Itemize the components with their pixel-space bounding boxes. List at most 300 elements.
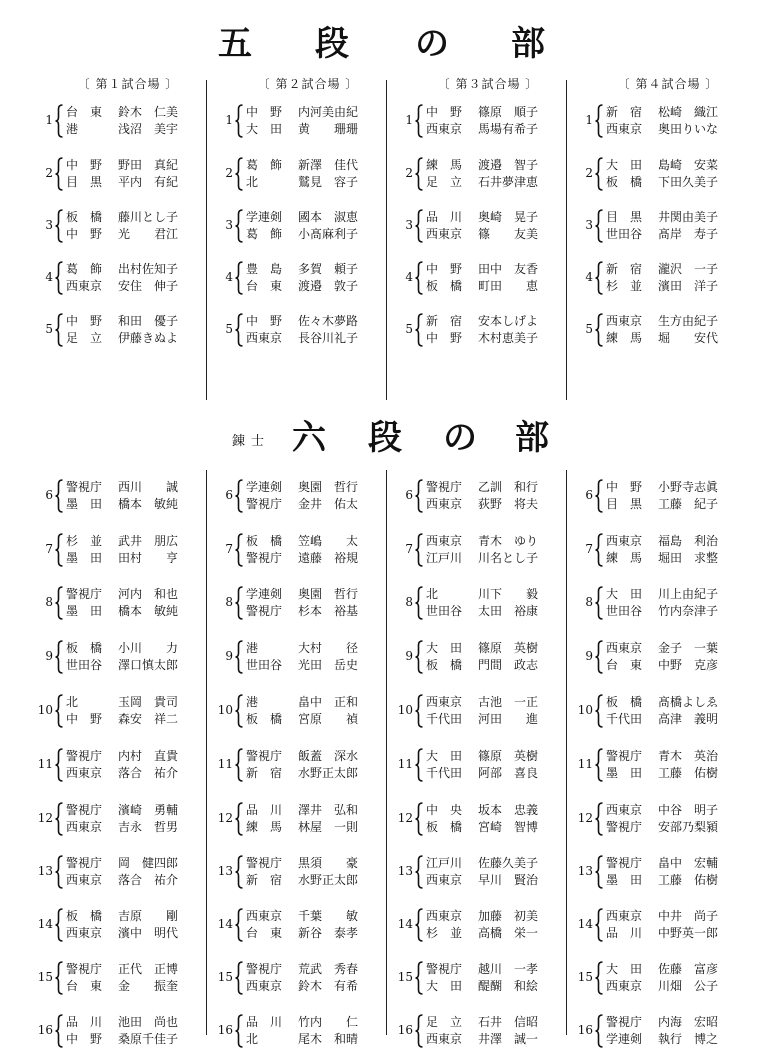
player-prefecture: 西東京 [426, 873, 463, 887]
player-prefecture: 警視庁 [606, 749, 643, 763]
player-prefecture: 江戸川 [426, 551, 463, 565]
player-prefecture: 千代田 [426, 712, 463, 726]
brace-icon [235, 261, 243, 295]
match-block [576, 961, 746, 995]
player-name: 橋本 敏純 [118, 497, 179, 511]
player-name: 篠原 順子 [478, 105, 539, 119]
player-prefecture: 新 宿 [606, 105, 643, 119]
player-name: 瀧沢 一子 [658, 262, 719, 276]
player-name: 玉岡 貴司 [118, 695, 179, 709]
player-name: 堀 安代 [658, 331, 719, 345]
brace-icon [235, 802, 243, 836]
player-name: 大村 径 [298, 641, 359, 655]
match-number: 10 [577, 703, 593, 717]
player-name: 黄 珊珊 [298, 122, 359, 136]
match-number: 7 [585, 542, 593, 556]
player-prefecture: 中 野 [66, 1032, 103, 1046]
player-prefecture: 警視庁 [606, 856, 643, 870]
player-prefecture: 世田谷 [426, 604, 463, 618]
player-name: 吉永 哲男 [118, 820, 179, 834]
player-name: 金井 佑太 [298, 497, 359, 511]
match-number: 7 [405, 542, 413, 556]
player-prefecture: 板 橋 [606, 695, 643, 709]
match-number: 4 [225, 270, 233, 284]
player-name: 古池 一正 [478, 695, 539, 709]
match-number: 5 [45, 322, 53, 336]
player-name: 藤川とし子 [118, 210, 179, 224]
player-prefecture: 西東京 [246, 979, 283, 993]
brace-icon [595, 209, 603, 243]
player-name: 下田久美子 [658, 175, 719, 189]
match-block [36, 533, 206, 567]
player-name: 鈴木 有希 [298, 979, 359, 993]
brace-icon [235, 313, 243, 347]
rokudan-title-char: 六 [292, 418, 326, 458]
match-block [396, 748, 566, 782]
match-block [396, 533, 566, 567]
player-prefecture: 北 [66, 695, 79, 709]
player-name: 水野正太郎 [298, 873, 359, 887]
match-number: 11 [217, 757, 233, 771]
player-prefecture: 中 野 [426, 262, 463, 276]
player-name: 福島 利治 [658, 534, 719, 548]
player-name: 小野寺志眞 [658, 480, 719, 494]
brace-icon [235, 104, 243, 138]
brace-icon [595, 261, 603, 295]
player-prefecture: 西東京 [426, 695, 463, 709]
player-name: 奥崎 晃子 [478, 210, 539, 224]
player-prefecture: 西東京 [426, 909, 463, 923]
match-number: 8 [45, 595, 53, 609]
player-prefecture: 葛 飾 [246, 158, 283, 172]
player-name: 桑原千佳子 [118, 1032, 179, 1046]
player-name: 濱田 洋子 [658, 279, 719, 293]
match-block [216, 640, 386, 674]
brace-icon [235, 855, 243, 889]
match-number: 5 [405, 322, 413, 336]
player-prefecture: 目 黒 [606, 210, 643, 224]
player-name: 篠 友美 [478, 227, 539, 241]
player-name: 篠原 英樹 [478, 749, 539, 763]
brace-icon [415, 855, 423, 889]
player-prefecture: 葛 飾 [66, 262, 103, 276]
player-name: 木村恵美子 [478, 331, 539, 345]
match-number: 8 [225, 595, 233, 609]
match-number: 15 [217, 970, 233, 984]
brace-icon [55, 908, 63, 942]
column-divider [386, 470, 387, 1035]
brace-icon [415, 479, 423, 513]
player-name: 石井夢津恵 [478, 175, 539, 189]
player-name: 奥園 哲行 [298, 587, 359, 601]
brace-icon [55, 802, 63, 836]
match-block [396, 313, 566, 347]
match-number: 12 [397, 811, 413, 825]
player-prefecture: 西東京 [426, 1032, 463, 1046]
match-number: 14 [217, 917, 233, 931]
column-divider [206, 470, 207, 1035]
match-block [36, 157, 206, 191]
match-block [36, 802, 206, 836]
player-prefecture: 学連剣 [606, 1032, 643, 1046]
player-prefecture: 警視庁 [246, 856, 283, 870]
player-name: 金子 一葉 [658, 641, 719, 655]
match-block [576, 802, 746, 836]
column-divider [206, 80, 207, 400]
player-prefecture: 杉 並 [606, 279, 643, 293]
brace-icon [55, 855, 63, 889]
match-block [396, 209, 566, 243]
player-prefecture: 墨 田 [606, 873, 643, 887]
brace-icon [55, 586, 63, 620]
column-divider [386, 80, 387, 400]
match-block [216, 1014, 386, 1048]
player-name: 平内 有紀 [118, 175, 179, 189]
player-name: 小川 力 [118, 641, 179, 655]
brace-icon [595, 694, 603, 728]
match-number: 6 [585, 488, 593, 502]
player-name: 髙橋よしゑ [658, 695, 719, 709]
court-header-1: 〔 第１試合場 〕 [77, 77, 179, 91]
player-name: 高橋 栄一 [478, 926, 539, 940]
player-name: 工藤 佑樹 [658, 873, 719, 887]
player-name: 井澤 誠一 [478, 1032, 539, 1046]
player-prefecture: 墨 田 [66, 551, 103, 565]
player-name: 佐藤久美子 [478, 856, 539, 870]
player-name: 出村佐知子 [118, 262, 179, 276]
brace-icon [595, 640, 603, 674]
player-name: 篠原 英樹 [478, 641, 539, 655]
player-name: 林屋 一則 [298, 820, 359, 834]
player-name: 光 君江 [118, 227, 179, 241]
match-block [36, 908, 206, 942]
match-block [216, 479, 386, 513]
rokudan-title-char: 部 [515, 418, 549, 458]
player-prefecture: 板 橋 [426, 820, 463, 834]
match-block [396, 104, 566, 138]
match-number: 2 [585, 166, 593, 180]
player-name: 安部乃梨潁 [658, 820, 719, 834]
brace-icon [235, 157, 243, 191]
player-prefecture: 西東京 [426, 227, 463, 241]
player-name: 落合 祐介 [118, 766, 179, 780]
godan-title-char: の [415, 24, 449, 64]
player-prefecture: 品 川 [246, 1015, 283, 1029]
match-number: 5 [585, 322, 593, 336]
brace-icon [55, 313, 63, 347]
player-prefecture: 中 野 [426, 331, 463, 345]
rokudan-title-char: 段 [368, 418, 402, 458]
player-prefecture: 世田谷 [606, 604, 643, 618]
player-name: 光田 岳史 [298, 658, 359, 672]
match-block [216, 209, 386, 243]
match-block [576, 694, 746, 728]
player-name: 中谷 明子 [658, 803, 719, 817]
player-name: 尾木 和晴 [298, 1032, 359, 1046]
player-prefecture: 千代田 [426, 766, 463, 780]
match-number: 14 [37, 917, 53, 931]
match-block [576, 209, 746, 243]
brace-icon [235, 209, 243, 243]
godan-title-char: 五 [218, 24, 252, 64]
player-prefecture: 西東京 [66, 820, 103, 834]
match-number: 16 [577, 1023, 593, 1037]
player-name: 中野 克彦 [658, 658, 719, 672]
brace-icon [235, 533, 243, 567]
player-name: 高津 義明 [658, 712, 719, 726]
match-block [216, 157, 386, 191]
player-prefecture: 港 [246, 695, 259, 709]
brace-icon [55, 640, 63, 674]
player-prefecture: 警視庁 [606, 820, 643, 834]
match-number: 6 [45, 488, 53, 502]
match-block [216, 961, 386, 995]
player-prefecture: 台 東 [66, 105, 103, 119]
player-name: 安本しげよ [478, 314, 539, 328]
player-prefecture: 新 宿 [246, 766, 283, 780]
match-block [396, 1014, 566, 1048]
player-name: 内海 宏昭 [658, 1015, 719, 1029]
brace-icon [415, 157, 423, 191]
player-prefecture: 練 馬 [606, 331, 643, 345]
brace-icon [415, 802, 423, 836]
match-block [576, 855, 746, 889]
player-name: 堀田 求整 [658, 551, 719, 565]
match-number: 2 [225, 166, 233, 180]
player-name: 坂本 忠義 [478, 803, 539, 817]
player-name: 執行 博之 [658, 1032, 719, 1046]
player-prefecture: 警視庁 [246, 604, 283, 618]
match-block [216, 586, 386, 620]
brace-icon [595, 1014, 603, 1048]
player-prefecture: 西東京 [66, 926, 103, 940]
match-block [396, 802, 566, 836]
player-prefecture: 警視庁 [66, 856, 103, 870]
player-prefecture: 西東京 [66, 279, 103, 293]
match-block [396, 586, 566, 620]
player-name: 千葉 敏 [298, 909, 359, 923]
match-number: 9 [405, 649, 413, 663]
brace-icon [415, 586, 423, 620]
player-prefecture: 北 [246, 175, 259, 189]
match-block [396, 479, 566, 513]
match-block [36, 1014, 206, 1048]
brace-icon [595, 802, 603, 836]
match-number: 4 [405, 270, 413, 284]
match-number: 5 [225, 322, 233, 336]
player-prefecture: 西東京 [606, 314, 643, 328]
match-number: 6 [405, 488, 413, 502]
brace-icon [235, 586, 243, 620]
player-prefecture: 板 橋 [426, 279, 463, 293]
player-prefecture: 西東京 [426, 122, 463, 136]
player-name: 澤井 弘和 [298, 803, 359, 817]
brace-icon [55, 694, 63, 728]
player-name: 早川 賢治 [478, 873, 539, 887]
player-prefecture: 中 野 [66, 712, 103, 726]
match-number: 12 [217, 811, 233, 825]
player-name: 内河美由紀 [298, 105, 359, 119]
godan-section-title [0, 20, 760, 68]
match-block [576, 313, 746, 347]
player-prefecture: 西東京 [66, 873, 103, 887]
player-name: 川名とし子 [478, 551, 539, 565]
match-block [36, 479, 206, 513]
match-block [576, 157, 746, 191]
player-prefecture: 墨 田 [66, 604, 103, 618]
player-prefecture: 台 東 [246, 926, 283, 940]
player-name: 飯蓋 深水 [298, 749, 359, 763]
player-name: 髙岸 寿子 [658, 227, 719, 241]
player-name: 加藤 初美 [478, 909, 539, 923]
player-name: 田村 亨 [118, 551, 179, 565]
player-name: 安住 伸子 [118, 279, 179, 293]
player-name: 橋本 敏純 [118, 604, 179, 618]
player-name: 佐藤 富彦 [658, 962, 719, 976]
match-block [36, 586, 206, 620]
match-number: 13 [217, 864, 233, 878]
player-prefecture: 西東京 [246, 909, 283, 923]
brace-icon [415, 104, 423, 138]
player-prefecture: 警視庁 [246, 497, 283, 511]
player-name: 森安 祥二 [118, 712, 179, 726]
match-block [216, 313, 386, 347]
brace-icon [595, 479, 603, 513]
player-prefecture: 杉 並 [426, 926, 463, 940]
player-prefecture: 中 野 [606, 480, 643, 494]
player-prefecture: 台 東 [246, 279, 283, 293]
player-name: 川上由紀子 [658, 587, 719, 601]
player-name: 岡 健四郎 [118, 856, 179, 870]
player-prefecture: 西東京 [66, 766, 103, 780]
player-prefecture: 板 橋 [66, 210, 103, 224]
player-name: 水野正太郎 [298, 766, 359, 780]
match-number: 9 [225, 649, 233, 663]
brace-icon [595, 104, 603, 138]
match-block [576, 261, 746, 295]
player-name: 竹内奈津子 [658, 604, 719, 618]
brace-icon [55, 261, 63, 295]
player-name: 畠中 宏輔 [658, 856, 719, 870]
player-prefecture: 練 馬 [606, 551, 643, 565]
player-name: 吉原 剛 [118, 909, 179, 923]
player-prefecture: 警視庁 [66, 749, 103, 763]
match-block [576, 479, 746, 513]
player-prefecture: 世田谷 [246, 658, 283, 672]
player-prefecture: 板 橋 [66, 909, 103, 923]
player-name: 奥田りいな [658, 122, 719, 136]
player-prefecture: 西東京 [606, 641, 643, 655]
match-block [396, 855, 566, 889]
player-name: 宮原 禎 [298, 712, 359, 726]
match-number: 16 [217, 1023, 233, 1037]
match-block [216, 748, 386, 782]
player-name: 和田 優子 [118, 314, 179, 328]
match-block [396, 694, 566, 728]
brace-icon [415, 209, 423, 243]
brace-icon [595, 157, 603, 191]
player-name: 澤口慎太郎 [118, 658, 179, 672]
match-number: 11 [397, 757, 413, 771]
brace-icon [55, 533, 63, 567]
brace-icon [595, 855, 603, 889]
player-name: 新澤 佳代 [298, 158, 359, 172]
player-name: 川下 毅 [478, 587, 539, 601]
player-prefecture: 警視庁 [66, 962, 103, 976]
player-prefecture: 板 橋 [246, 534, 283, 548]
player-prefecture: 新 宿 [246, 873, 283, 887]
match-number: 14 [577, 917, 593, 931]
player-prefecture: 品 川 [246, 803, 283, 817]
player-prefecture: 目 黒 [606, 497, 643, 511]
player-name: 乙訓 和行 [478, 480, 539, 494]
match-number: 2 [405, 166, 413, 180]
brace-icon [415, 533, 423, 567]
brace-icon [235, 1014, 243, 1048]
match-block [36, 748, 206, 782]
player-prefecture: 学連剣 [246, 587, 283, 601]
match-number: 10 [37, 703, 53, 717]
match-number: 14 [397, 917, 413, 931]
court-header-4: 〔 第４試合場 〕 [617, 77, 719, 91]
match-number: 1 [45, 113, 53, 127]
player-name: 長谷川礼子 [298, 331, 359, 345]
match-block [216, 261, 386, 295]
player-prefecture: 警視庁 [66, 587, 103, 601]
player-prefecture: 墨 田 [606, 766, 643, 780]
player-prefecture: 警視庁 [426, 962, 463, 976]
match-block [576, 748, 746, 782]
player-name: 井関由美子 [658, 210, 719, 224]
player-prefecture: 葛 飾 [246, 227, 283, 241]
player-name: 宮崎 智博 [478, 820, 539, 834]
player-name: 國本 淑恵 [298, 210, 359, 224]
match-block [216, 802, 386, 836]
match-number: 12 [577, 811, 593, 825]
player-name: 佐々木夢路 [298, 314, 359, 328]
match-block [576, 908, 746, 942]
player-name: 渡邉 智子 [478, 158, 539, 172]
player-prefecture: 大 田 [426, 641, 463, 655]
player-name: 川畑 公子 [658, 979, 719, 993]
player-name: 河田 進 [478, 712, 539, 726]
player-name: 石井 信昭 [478, 1015, 539, 1029]
player-prefecture: 台 東 [606, 658, 643, 672]
match-block [216, 533, 386, 567]
brace-icon [235, 694, 243, 728]
player-prefecture: 警視庁 [66, 480, 103, 494]
match-number: 6 [225, 488, 233, 502]
match-block [576, 640, 746, 674]
rokudan-title-char: の [443, 418, 477, 458]
player-name: 新谷 泰孝 [298, 926, 359, 940]
match-block [396, 908, 566, 942]
player-prefecture: 北 [246, 1032, 259, 1046]
player-prefecture: 新 宿 [606, 262, 643, 276]
player-prefecture: 足 立 [426, 175, 463, 189]
player-name: 河内 和也 [118, 587, 179, 601]
player-prefecture: 新 宿 [426, 314, 463, 328]
player-prefecture: 千代田 [606, 712, 643, 726]
match-number: 7 [225, 542, 233, 556]
player-prefecture: 西東京 [246, 331, 283, 345]
player-name: 金 振奎 [118, 979, 179, 993]
godan-title-char: 段 [315, 24, 349, 64]
match-block [216, 908, 386, 942]
player-name: 馬場有希子 [478, 122, 539, 136]
player-name: 渡邉 敦子 [298, 279, 359, 293]
player-name: 越川 一孝 [478, 962, 539, 976]
